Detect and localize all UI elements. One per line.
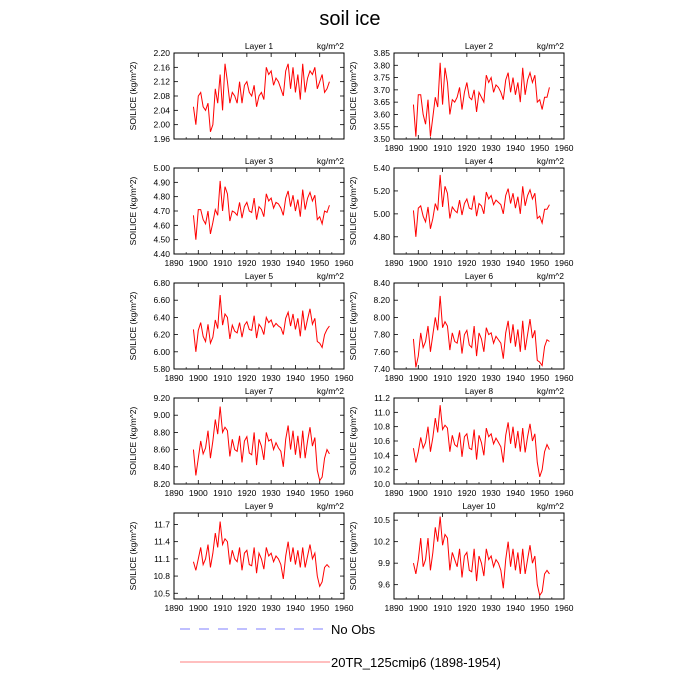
y-tick-label: 1.96	[153, 134, 170, 144]
x-tick-label: 1930	[481, 488, 501, 498]
x-tick-label: 1930	[261, 488, 281, 498]
x-tick-label: 1890	[384, 143, 404, 153]
y-axis-label: SOILICE (kg/m^2)	[348, 61, 358, 131]
x-tick-label: 1890	[164, 488, 184, 498]
panel-title: Layer 7	[244, 386, 274, 396]
x-tick-label: 1890	[164, 603, 184, 613]
figure-title: soil ice	[319, 8, 381, 30]
y-tick-label: 9.00	[153, 410, 170, 421]
x-tick-label: 1900	[188, 488, 208, 498]
y-tick-label: 3.60	[373, 109, 390, 120]
y-tick-label: 3.75	[373, 72, 390, 83]
x-tick-label: 1900	[408, 488, 428, 498]
chart-panel-5	[128, 271, 354, 383]
x-tick-label: 1960	[334, 488, 354, 498]
y-tick-label: 5.20	[373, 185, 390, 196]
chart-panel-10	[348, 501, 574, 613]
x-tick-label: 1890	[384, 373, 404, 383]
x-tick-label: 1890	[384, 258, 404, 268]
chart-panel-3	[128, 156, 354, 268]
y-tick-label: 3.80	[373, 60, 390, 71]
x-tick-label: 1920	[237, 258, 257, 268]
y-tick-label: 3.50	[373, 134, 390, 144]
x-tick-label: 1960	[334, 373, 354, 383]
chart-panel-9	[128, 501, 354, 613]
y-axis-label: SOILICE (kg/m^2)	[348, 176, 358, 246]
x-tick-label: 1900	[408, 143, 428, 153]
chart-panel-6	[348, 271, 574, 383]
x-tick-label: 1910	[213, 258, 233, 268]
panel-title: Layer 10	[462, 501, 496, 511]
y-tick-label: 7.40	[373, 364, 390, 374]
chart-panel-8	[348, 386, 574, 498]
plot-frame	[394, 283, 564, 369]
x-tick-label: 1910	[433, 373, 453, 383]
y-axis-label: SOILICE (kg/m^2)	[128, 176, 138, 246]
x-tick-label: 1950	[310, 488, 330, 498]
x-tick-label: 1950	[530, 373, 550, 383]
x-tick-label: 1900	[408, 373, 428, 383]
x-tick-label: 1950	[530, 143, 550, 153]
y-tick-label: 8.20	[153, 479, 170, 489]
chart-panel-7	[128, 386, 354, 498]
panel-unit-label: kg/m^2	[536, 386, 564, 396]
y-tick-label: 8.40	[153, 461, 170, 472]
y-tick-label: 9.9	[378, 558, 390, 569]
y-tick-label: 10.6	[373, 436, 390, 446]
y-tick-label: 3.55	[373, 121, 390, 132]
series-line	[413, 296, 549, 367]
y-tick-label: 2.16	[153, 62, 170, 73]
x-tick-label: 1960	[554, 143, 574, 153]
panel-unit-label: kg/m^2	[536, 501, 564, 511]
y-axis-label: SOILICE (kg/m^2)	[128, 291, 138, 361]
x-tick-label: 1950	[530, 488, 550, 498]
x-tick-label: 1960	[554, 603, 574, 613]
y-tick-label: 10.0	[373, 479, 390, 489]
panel-unit-label: kg/m^2	[316, 156, 344, 166]
panel-unit-label: kg/m^2	[316, 501, 344, 511]
panel-title: Layer 2	[464, 41, 494, 51]
x-tick-label: 1940	[505, 143, 525, 153]
x-tick-label: 1900	[188, 603, 208, 613]
y-tick-label: 7.80	[373, 329, 390, 340]
x-tick-label: 1930	[261, 603, 281, 613]
panel-unit-label: kg/m^2	[536, 271, 564, 281]
x-tick-label: 1940	[505, 603, 525, 613]
y-tick-label: 11.0	[374, 407, 390, 418]
y-tick-label: 10.8	[373, 421, 390, 432]
y-tick-label: 5.00	[153, 163, 170, 173]
y-tick-label: 3.85	[373, 48, 390, 58]
x-tick-label: 1920	[237, 603, 257, 613]
x-tick-label: 1930	[261, 258, 281, 268]
series-line	[193, 522, 329, 587]
y-axis-label: SOILICE (kg/m^2)	[348, 521, 358, 591]
series-line	[193, 64, 329, 132]
chart-panel-2	[348, 41, 574, 153]
x-tick-label: 1930	[261, 373, 281, 383]
chart-panel-4	[348, 156, 574, 268]
x-tick-label: 1910	[213, 373, 233, 383]
y-tick-label: 10.2	[373, 536, 390, 547]
x-tick-label: 1890	[164, 258, 184, 268]
x-tick-label: 1950	[310, 258, 330, 268]
panel-unit-label: kg/m^2	[316, 271, 344, 281]
y-axis-label: SOILICE (kg/m^2)	[348, 406, 358, 476]
series-line	[413, 63, 549, 137]
y-tick-label: 10.5	[153, 588, 170, 599]
y-tick-label: 4.90	[153, 177, 170, 188]
y-tick-label: 10.4	[373, 450, 390, 461]
y-tick-label: 4.40	[153, 249, 170, 259]
panel-title: Layer 6	[464, 271, 494, 281]
legend-no-obs-line	[180, 626, 330, 632]
x-tick-label: 1960	[334, 603, 354, 613]
panel-unit-label: kg/m^2	[536, 41, 564, 51]
y-tick-label: 6.40	[153, 312, 170, 323]
y-tick-label: 2.04	[153, 105, 170, 116]
series-line	[193, 295, 329, 352]
panel-title: Layer 4	[464, 156, 494, 166]
panel-title: Layer 5	[244, 271, 274, 281]
y-tick-label: 6.80	[153, 278, 170, 288]
x-tick-label: 1900	[188, 373, 208, 383]
x-tick-label: 1920	[457, 258, 477, 268]
x-tick-label: 1950	[530, 258, 550, 268]
plot-frame	[394, 168, 564, 254]
x-tick-label: 1910	[433, 258, 453, 268]
y-tick-label: 5.40	[373, 163, 390, 173]
y-axis-label: SOILICE (kg/m^2)	[128, 521, 138, 591]
y-tick-label: 11.4	[154, 536, 170, 547]
y-tick-label: 11.2	[374, 393, 390, 403]
y-tick-label: 2.12	[153, 76, 170, 87]
x-tick-label: 1950	[310, 603, 330, 613]
x-tick-label: 1920	[457, 488, 477, 498]
panel-title: Layer 3	[244, 156, 274, 166]
y-axis-label: SOILICE (kg/m^2)	[128, 61, 138, 131]
y-tick-label: 8.20	[373, 295, 390, 306]
y-tick-label: 4.70	[153, 206, 170, 216]
x-tick-label: 1890	[384, 603, 404, 613]
x-tick-label: 1940	[285, 488, 305, 498]
y-tick-label: 6.00	[153, 346, 170, 357]
y-tick-label: 8.80	[153, 427, 170, 438]
x-tick-label: 1900	[408, 603, 428, 613]
y-tick-label: 4.80	[373, 231, 390, 242]
x-tick-label: 1950	[310, 373, 330, 383]
y-tick-label: 6.20	[153, 329, 170, 340]
panel-title: Layer 1	[244, 41, 274, 51]
y-tick-label: 10.2	[373, 464, 390, 475]
y-axis-label: SOILICE (kg/m^2)	[348, 291, 358, 361]
legend-model-line	[180, 659, 330, 665]
x-tick-label: 1940	[505, 373, 525, 383]
panel-unit-label: kg/m^2	[316, 41, 344, 51]
panel-unit-label: kg/m^2	[316, 386, 344, 396]
x-tick-label: 1890	[384, 488, 404, 498]
y-tick-label: 5.00	[373, 208, 390, 219]
x-tick-label: 1920	[237, 488, 257, 498]
x-tick-label: 1910	[213, 488, 233, 498]
y-tick-label: 8.00	[373, 312, 390, 323]
plot-frame	[174, 168, 344, 254]
chart-panel-1	[128, 41, 344, 144]
x-tick-label: 1900	[408, 258, 428, 268]
y-tick-label: 11.7	[154, 519, 170, 530]
x-tick-label: 1950	[530, 603, 550, 613]
x-tick-label: 1940	[285, 258, 305, 268]
y-tick-label: 3.65	[373, 97, 390, 108]
x-tick-label: 1920	[457, 603, 477, 613]
x-tick-label: 1930	[481, 603, 501, 613]
series-line	[413, 517, 549, 596]
series-line	[413, 405, 549, 477]
y-tick-label: 2.20	[153, 48, 170, 58]
y-tick-label: 11.1	[154, 553, 170, 564]
series-line	[193, 407, 329, 481]
series-line	[193, 181, 329, 240]
legend-no-obs-label: No Obs	[331, 622, 376, 637]
y-tick-label: 2.00	[153, 119, 170, 130]
y-tick-label: 2.08	[153, 91, 170, 101]
y-tick-label: 9.6	[378, 579, 390, 590]
y-tick-label: 4.60	[153, 220, 170, 231]
x-tick-label: 1940	[285, 373, 305, 383]
legend-model-label: 20TR_125cmip6 (1898-1954)	[331, 655, 501, 670]
y-tick-label: 6.60	[153, 295, 170, 306]
x-tick-label: 1910	[433, 488, 453, 498]
y-tick-label: 4.80	[153, 191, 170, 202]
y-axis-label: SOILICE (kg/m^2)	[128, 406, 138, 476]
y-tick-label: 10.8	[153, 571, 170, 582]
x-tick-label: 1930	[481, 258, 501, 268]
y-tick-label: 3.70	[373, 84, 390, 95]
x-tick-label: 1960	[554, 373, 574, 383]
x-tick-label: 1940	[285, 603, 305, 613]
x-tick-label: 1930	[481, 143, 501, 153]
x-tick-label: 1960	[554, 488, 574, 498]
y-tick-label: 9.20	[153, 393, 170, 403]
y-tick-label: 10.5	[373, 515, 390, 526]
x-tick-label: 1930	[481, 373, 501, 383]
x-tick-label: 1960	[334, 258, 354, 268]
x-tick-label: 1940	[505, 258, 525, 268]
x-tick-label: 1920	[457, 143, 477, 153]
panel-title: Layer 9	[244, 501, 274, 511]
x-tick-label: 1910	[433, 143, 453, 153]
panel-title: Layer 8	[464, 386, 494, 396]
y-tick-label: 7.60	[373, 346, 390, 357]
series-line	[413, 175, 549, 237]
panel-unit-label: kg/m^2	[536, 156, 564, 166]
y-tick-label: 5.80	[153, 364, 170, 374]
y-tick-label: 8.40	[373, 278, 390, 288]
x-tick-label: 1910	[433, 603, 453, 613]
x-tick-label: 1940	[505, 488, 525, 498]
x-tick-label: 1920	[457, 373, 477, 383]
x-tick-label: 1900	[188, 258, 208, 268]
x-tick-label: 1960	[554, 258, 574, 268]
y-tick-label: 8.60	[153, 444, 170, 455]
y-tick-label: 4.50	[153, 234, 170, 245]
x-tick-label: 1890	[164, 373, 184, 383]
x-tick-label: 1920	[237, 373, 257, 383]
x-tick-label: 1910	[213, 603, 233, 613]
